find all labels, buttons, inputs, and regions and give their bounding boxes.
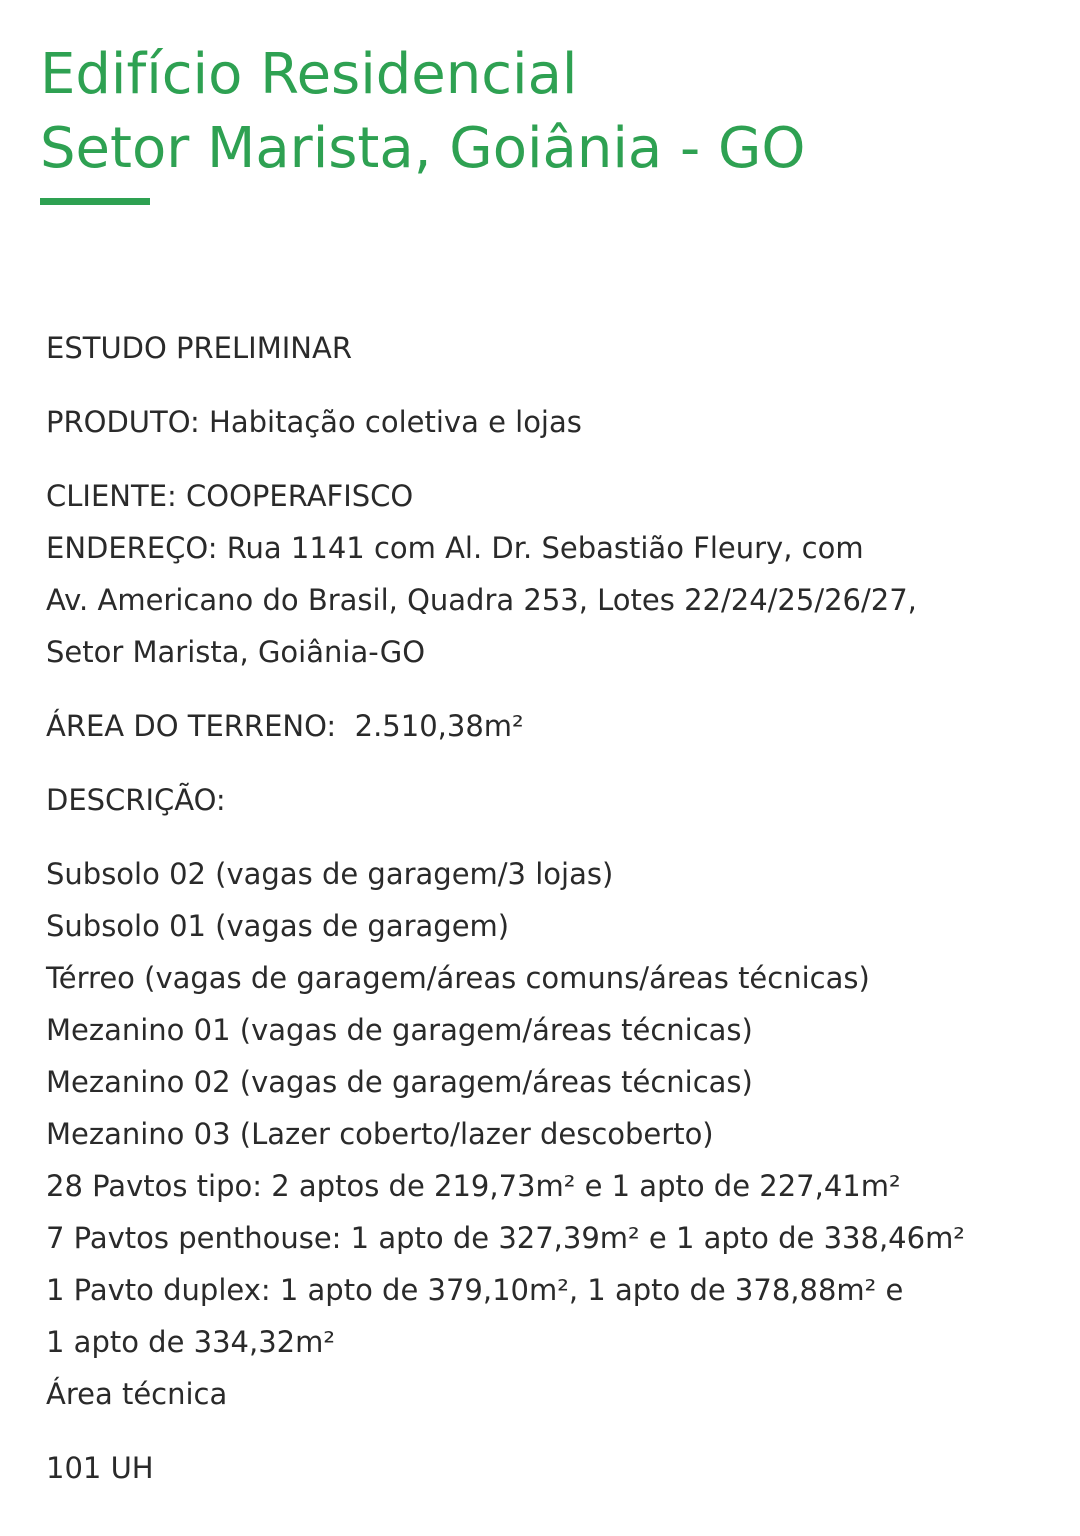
cliente-value: COOPERAFISCO xyxy=(186,479,414,513)
produto-row xyxy=(46,396,1076,448)
cliente-label: CLIENTE: xyxy=(46,479,177,513)
endereco-line-2: Av. Americano do Brasil, Quadra 253, Lotes 22/24/25/26/27, xyxy=(46,583,917,617)
project-details xyxy=(46,322,1076,1494)
descricao-item: Mezanino 01 (vagas de garagem/áreas técnicas) xyxy=(46,1013,753,1047)
title-line-2: Setor Marista, Goiânia - GO xyxy=(40,116,806,181)
descricao-item: Subsolo 02 (vagas de garagem/3 lojas) xyxy=(46,857,614,891)
page-title xyxy=(40,38,806,186)
area-value: 2.510,38m² xyxy=(354,709,524,743)
descricao-item: Mezanino 02 (vagas de garagem/áreas técnicas) xyxy=(46,1065,753,1099)
title-underline xyxy=(40,198,150,205)
descricao-item: Subsolo 01 (vagas de garagem) xyxy=(46,909,510,943)
descricao-item: 1 apto de 334,32m² xyxy=(46,1325,335,1359)
cliente-row xyxy=(46,470,1076,522)
units-text: 101 UH xyxy=(46,1451,154,1485)
endereco-label: ENDEREÇO: xyxy=(46,531,218,565)
produto-label: PRODUTO: xyxy=(46,405,200,439)
descricao-label: DESCRIÇÃO: xyxy=(46,783,226,817)
produto-value: Habitação coletiva e lojas xyxy=(209,405,582,439)
descricao-item: 7 Pavtos penthouse: 1 apto de 327,39m² e 1 apto de 338,46m² xyxy=(46,1221,965,1255)
descricao-item: 28 Pavtos tipo: 2 aptos de 219,73m² e 1 apto de 227,41m² xyxy=(46,1169,901,1203)
descricao-item: Mezanino 03 (Lazer coberto/lazer descoberto) xyxy=(46,1117,714,1151)
endereco-line-1: Rua 1141 com Al. Dr. Sebastião Fleury, com xyxy=(226,531,864,565)
area-label: ÁREA DO TERRENO: xyxy=(46,709,337,743)
title-line-1: Edifício Residencial xyxy=(40,42,578,107)
endereco-row xyxy=(46,522,1076,574)
descricao-item: 1 Pavto duplex: 1 apto de 379,10m², 1 apto de 378,88m² e xyxy=(46,1273,904,1307)
area-row xyxy=(46,700,1076,752)
descricao-item: Área técnica xyxy=(46,1377,228,1411)
stage-text: ESTUDO PRELIMINAR xyxy=(46,331,352,365)
endereco-line-3: Setor Marista, Goiânia-GO xyxy=(46,635,426,669)
descricao-item: Térreo (vagas de garagem/áreas comuns/áreas técnicas) xyxy=(46,961,870,995)
